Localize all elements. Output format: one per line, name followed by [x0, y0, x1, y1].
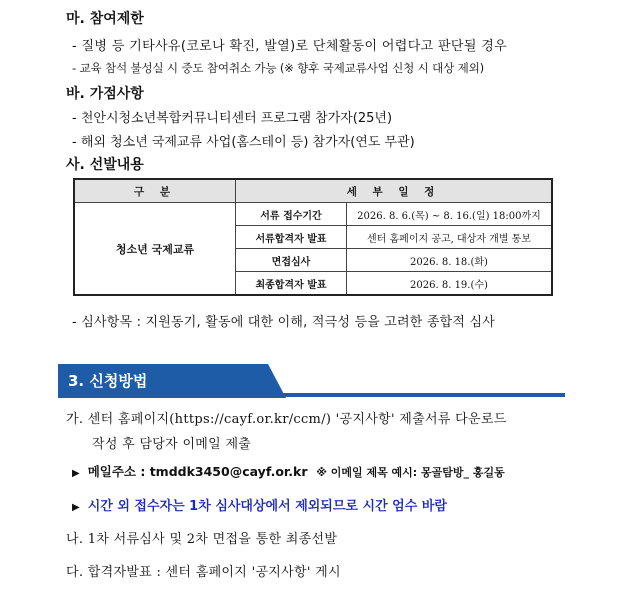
- triangle-right-icon: ▶: [72, 468, 80, 479]
- application-step-na: 나. 1차 서류심사 및 2차 면접을 통한 최종선발: [66, 532, 338, 547]
- list-item: - 해외 청소년 국제교류 사업(홈스테이 등) 참가자(연도 무관): [72, 135, 415, 150]
- list-item: - 질병 등 기타사유(코로나 확진, 발열)로 단체활동이 어렵다고 판단될 경우: [72, 39, 508, 54]
- table-header-schedule: 세 부 일 정: [236, 179, 553, 203]
- table-header-category: 구 분: [74, 179, 236, 203]
- table-value-cell: 2026. 8. 19.(수): [347, 272, 553, 296]
- table-category-cell: 청소년 국제교류: [74, 203, 236, 296]
- table-row: [74, 203, 552, 226]
- list-item: - 천안시청소년복합커뮤니티센터 프로그램 참가자(25년): [72, 111, 393, 126]
- schedule-table: [73, 178, 553, 296]
- email-subject-example: ※ 이메일 제목 예시: 몽골탐방_ 홍길동: [316, 466, 505, 479]
- section-divider: [58, 393, 565, 397]
- table-label-cell: 면접심사: [236, 249, 347, 272]
- application-step-ga: 가. 센터 홈페이지(https://cayf.or.kr/ccm/) '공지사항' 제출서류 다운로드: [66, 412, 507, 427]
- table-label-cell: 서류 접수기간: [236, 203, 347, 226]
- list-item: - 교육 참석 불성실 시 중도 참여취소 가능 (※ 향후 국제교류사업 신청 시 대상 제외): [72, 61, 484, 75]
- heading-bonus-points: 바. 가점사항: [66, 86, 144, 102]
- section-title: 3. 신청방법: [68, 372, 148, 390]
- deadline-warning: [72, 495, 447, 514]
- triangle-right-icon: ▶: [72, 502, 80, 513]
- table-label-cell: 최종합격자 발표: [236, 272, 347, 296]
- application-step-ga-continued: 작성 후 담당자 이메일 제출: [92, 437, 252, 452]
- review-criteria-note: - 심사항목 : 지원동기, 활동에 대한 이해, 적극성 등을 고려한 종합적 심사: [72, 315, 496, 330]
- heading-selection: 사. 선발내용: [66, 157, 144, 173]
- table-value-cell: 2026. 8. 18.(화): [347, 249, 553, 272]
- table-label-cell: 서류합격자 발표: [236, 226, 347, 249]
- table-value-cell: 2026. 8. 6.(목) ~ 8. 16.(일) 18:00까지: [347, 203, 553, 226]
- email-address: 메일주소 : tmddk3450@cayf.or.kr: [87, 464, 308, 479]
- deadline-warning-text: 시간 외 접수자는 1차 심사대상에서 제외되므로 시간 엄수 바람: [87, 499, 447, 514]
- application-step-da: 다. 합격자발표 : 센터 홈페이지 '공지사항' 게시: [66, 565, 341, 580]
- heading-participation-restriction: 마. 참여제한: [66, 11, 144, 27]
- table-header-row: [74, 179, 552, 203]
- email-line: [72, 462, 505, 480]
- table-value-cell: 센터 홈페이지 공고, 대상자 개별 통보: [347, 226, 553, 249]
